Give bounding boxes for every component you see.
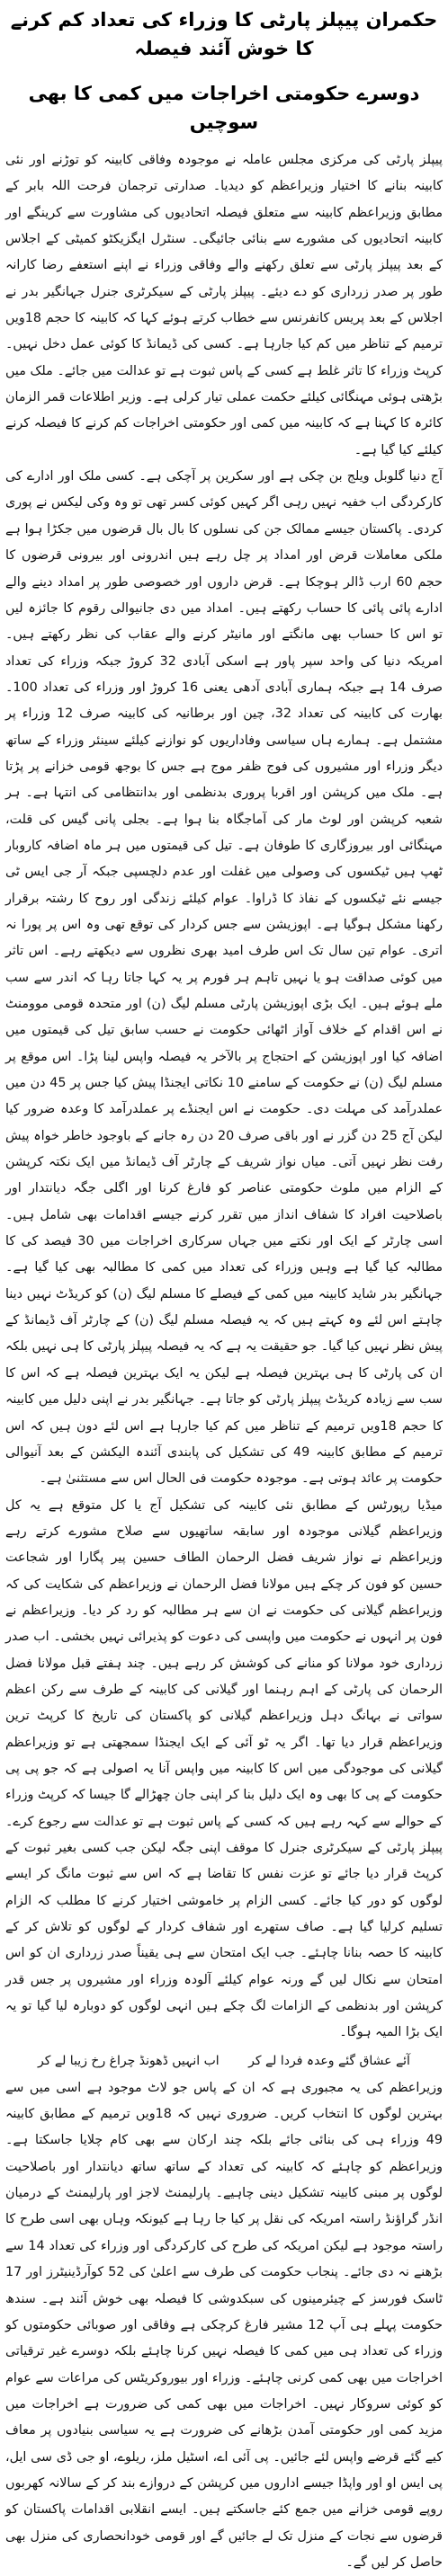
paragraph: پیپلز پارٹی کی مرکزی مجلس عاملہ نے موجودہ وفاقی کابینہ کو توڑنے اور نئی کابینہ بنانے کا اختیار وزیراعظم کو دیدیا۔ صدارتی ترجمان فرحت اللہ بابر کے مطابق وزیراعظم کابینہ سے متعلق فیصلہ اتحادیوں کی مشاورت سے کرینگے اور کابینہ اتحادیوں کی مشورے سے بنائی جائیگی۔ سنٹرل ایگزیکٹو کمیٹی کے اجلاس کے بعد پیپلز پارٹی سے تعلق رکھنے والے وفاقی وزراء نے اپنے استعفے رضا کارانہ طور پر صدر زرداری کو دے دیئے۔ پیپلز پارٹی کے سیکرٹری جنرل جہانگیر بدر نے اجلاس کے بعد پریس کانفرنس سے خطاب کرتے ہوئے کہا کہ کابینہ کا حجم 18ویں ترمیم کے تناظر میں کم کیا جارہا ہے۔ کسی کی ڈیمانڈ کا کوئی عمل دخل نہیں۔ کرپٹ وزراء کا تاثر غلط ہے کسی کے پاس ثبوت ہے تو عدالت میں جائے۔ ملک میں بڑھتی ہوئی مہنگائی کیلئے حکمت عملی تیار کرلی ہے۔ وزیر اطلاعات قمر الزمان کائرہ کا کہنا ہے کہ کابینہ میں کمی اور حکومتی اخراجات کم کرنے کا فیصلہ کرنے کیلئے کیا گیا ہے۔ (5, 153, 443, 457)
paragraph: میڈیا رپورٹس کے مطابق نئی کابینہ کی تشکیل آج یا کل متوقع ہے یہ کل وزیراعظم گیلانی موجودہ اور سابقہ ساتھیوں سے صلاح مشورے کرتے رہے وزیراعظم نے نواز شریف فضل الرحمان الطاف حسین پیر پگارا اور شجاعت حسین کو فون کر چکے ہیں مولانا فضل الرحمان نے وزیراعظم کی شکایت کی کہ وزیراعظم گیلانی کی حکومت نے ان سے ہر مطالبہ کو رد کر دیا۔ وزیراعظم نے فون پر انہوں نے حکومت میں واپسی کی دعوت کو پذیرائی نہیں بخشی۔ اب صدر زرداری خود مولانا کو منانے کی کوشش کر رہے ہیں۔ چند ہفتے قبل مولانا فضل الرحمان کی پارٹی کے اہم رہنما اور گیلانی کی کابینہ کے طرف سے رکن اعظم سواتی نے بہانگ دہل وزیراعظم گیلانی کو پاکستان کی تاریخ کا کرپٹ ترین وزیراعظم قرار دیا تھا۔ اگر یہ ٹو آئی کے ایک ایجنڈا سمجھتی ہے تو وزیراعظم گیلانی کی موجودگی میں اس کا کابینہ میں واپس آنا یہ اصولی ہے کہ جو پی پی حکومت کے پی کا بھی وہ ایک دلیل بنا کر اپنی جان چھڑالے گا جیسا کہ کرپٹ وزراء کے حوالے سے کہہ رہے ہیں کہ کسی کے پاس ثبوت ہے تو عدالت سے رجوع کرے۔ پیپلز پارٹی کے سیکرٹری جنرل کا موقف اپنی جگہ لیکن جب کسی بغیر ثبوت کے کرپٹ قرار دیا جائے تو عزت نفس کا تقاضا ہے کہ اس سے ثبوت مانگ کر ایسے لوگوں کو دور کیا جائے۔ کسی الزام پر خاموشی اختیار کرنے کا مطلب کہ الزام تسلیم کرلیا گیا ہے۔ صاف ستھرے اور شفاف کردار کے لوگوں کو تلاش کر کے کابینہ کا حصہ بنانا چاہئے۔ جب ایک امتحان سے ہی یقیناً صدر زرداری ان کو اس امتحان سے نکال لیں گے ورنہ عوام کیلئے آلودہ وزراء اور مشیروں پر جس قدر کرپشن اور بدنظمی کے الزامات لگ چکے ہیں انہی لوگوں کو دوبارہ لیا گیا تو یہ ایک بڑا المیہ ہوگا۔ (5, 1497, 443, 2040)
article-closing (5, 2075, 443, 2576)
couplet-line: اب انہیں ڈھونڈ چراغ رخ زیبا لے کر (38, 2053, 220, 2068)
paragraph: وزیراعظم کی یہ مجبوری ہے کہ ان کے پاس جو لاٹ موجود ہے اسی میں سے بہترین لوگوں کا انتخاب کریں۔ ضروری نہیں کہ 18ویں ترمیم کے مطابق کابینہ 49 وزراء ہی کی بنائی جائے بلکہ چند ارکان سے بھی کام چلایا جاسکتا ہے۔ وزیراعظم کو چاہئے کہ کابینہ کی تعداد کے ساتھ ساتھ دیانتدار اور باصلاحیت لوگوں پر مبنی کابینہ تشکیل دینی چاہیے۔ پارلیمنٹ لاجز اور پارلیمنٹ کے درمیان انڈر گراؤنڈ راستہ امریکہ کی نقل پر کیا جا رہا ہے کیونکہ وہاں بھی اسی طرح کا راستہ موجود ہے لیکن امریکہ کی طرح کی کارکردگی اور وزراء کی تعداد 14 سے بڑھنے نہ دی جائے۔ پنجاب حکومت کی طرف سے اعلیٰ کی 52 کوآرڈینیٹرز اور 17 ٹاسک فورسز کے چیئرمینوں کی سبکدوشی کا فیصلہ بھی خوش آئند ہے۔ سندھ حکومت پہلے ہی آپ 12 مشیر فارغ کرچکی ہے وفاقی اور صوبائی حکومتوں کو وزراء کی تعداد ہی میں کمی کا فیصلہ نہیں کرنا چاہئے بلکہ دوسرے غیر ترقیاتی اخراجات میں بھی کمی کرنی چاہئے۔ وزراء اور بیوروکریٹس کی مراعات سے عوام کو کوئی سروکار نہیں۔ اخراجات میں بھی کمی کی ضرورت ہے اخراجات میں مزید کمی اور حکومتی آمدن بڑھانے کی ضرورت ہے یہ سیاسی بنیادوں پر معاف کیے گئے قرضے واپس لئے جائیں۔ پی آئی اے، اسٹیل ملز، ریلوے، او جی ڈی سی ایل، پی ایس او اور واپڈا جیسے اداروں میں کرپشن کے دروازے بند کر کے سالانہ کھربوں روپے قومی خزانے میں جمع کئے جاسکتے ہیں۔ ایسے انقلابی اقدامات پاکستان کو قرضوں سے نجات کے منزل تک لے جائیں گے اور قومی خودانحصاری کی منزل بھی حاصل کر لیں گے۔ (5, 2080, 444, 2570)
couplet-line: آئے عشاق گئے وعدہ فردا لے کر (248, 2053, 410, 2068)
headline-secondary: دوسرے حکومتی اخراجات میں کمی کا بھی سوچیں (28, 83, 420, 133)
paragraph: آج دنیا گلوبل ویلج بن چکی ہے اور سکرین پر آچکی ہے۔ کسی ملک اور ادارے کی کارکردگی اب خفیہ نہیں رہی اگر کہیں کوئی کسر تھی تو وہ وکی لیکس نے پوری کردی۔ پاکستان جیسے ممالک جن کی نسلوں کا بال بال قرضوں میں جکڑا ہوا ہے ملکی معاملات قرض اور امداد پر چل رہے ہیں اندرونی اور بیرونی قرضوں کا حجم 60 ارب ڈالر ہوچکا ہے۔ قرض داروں اور خصوصی طور پر امداد دینے والے ادارے پائی پائی کا حساب رکھتے ہیں۔ امداد میں دی جانیوالی رقوم کا جائزہ لیں تو اس کا حساب بھی مانگتے اور مانیٹر کرنے والے عقاب کی نظر رکھتے ہیں۔ امریکہ دنیا کی واحد سپر پاور ہے اسکی آبادی 32 کروڑ جبکہ وزراء کی تعداد صرف 14 ہے جبکہ ہماری آبادی آدھی یعنی 16 کروڑ اور وزراء کی تعداد 100۔ بھارت کی کابینہ کی تعداد 32، چین اور برطانیہ کی کابینہ صرف 12 وزراء پر مشتمل ہے۔ ہمارے ہاں سیاسی وفاداریوں کو نوازنے کیلئے سینئر وزراء کے ساتھ دیگر وزراء اور مشیروں کی فوج ظفر موج ہے جس کا بوجھ قومی خزانے پر پڑتا ہے۔ ملک میں کرپشن اور اقربا پروری بدنظمی اور بدانتظامی کی انتہا ہے۔ ہر شعبہ کرپشن اور لوٹ مار کی آماجگاہ بنا ہوا ہے۔ بجلی پانی گیس کی قلت، مہنگائی اور بیروزگاری کا طوفان ہے۔ تیل کی قیمتوں میں ہر ماہ اضافہ کاروبار ٹھپ ہیں ٹیکسوں کی وصولی میں غفلت اور عدم دلچسپی جبکہ آر جی ایس ٹی جیسے نئے ٹیکسوں کے نفاذ کا ڈراوا۔ عوام کیلئے زندگی اور روح کا رشتہ برقرار رکھنا مشکل ہوگیا ہے۔ اپوزیشن سے جس کردار کی توقع تھی وہ اس پر پورا نہ اتری۔ عوام تین سال تک اس طرف امید بھری نظروں سے دیکھتے رہے۔ اس تاثر میں کوئی صداقت ہو یا نہیں تاہم ہر فورم پر یہ کہا جاتا رہا کہ اندر سے سب ملے ہوئے ہیں۔ ایک بڑی اپوزیشن پارٹی مسلم لیگ (ن) اور متحدہ قومی موومنٹ نے اس اقدام کے خلاف آواز اٹھائی حکومت نے حسب سابق تیل کی قیمتوں میں اضافہ کیا اور اپوزیشن کے احتجاج پر بالآخر یہ فیصلہ واپس لینا پڑا۔ اس موقع پر مسلم لیگ (ن) نے حکومت کے سامنے 10 نکاتی ایجنڈا پیش کیا جس پر 45 دن میں عملدرآمد کی مہلت دی۔ حکومت نے اس ایجنڈے پر عملدرآمد کا وعدہ ضرور کیا لیکن آج 25 دن گزر نے اور باقی صرف 20 دن رہ جانے کے باوجود خاطر خواہ پیش رفت نظر نہیں آتی۔ میاں نواز شریف کے چارٹر آف ڈیمانڈ میں ایک نکتہ کرپشن کے الزام میں ملوث حکومتی عناصر کو فارغ کرنا اور اگلی جگہ دیانتدار اور باصلاحیت افراد کا شفاف انداز میں تقرر کرنے جیسے اقدامات بھی شامل ہیں۔ اسی چارٹر کے ایک اور نکتے میں جہاں سرکاری اخراجات میں 30 فیصد کی کا مطالبہ کیا گیا ہے وہیں وزراء کی تعداد میں کمی کا مطالبہ بھی کیا گیا ہے۔ جہانگیر بدر شاید کابینہ میں کمی کے فیصلے کا مسلم لیگ (ن) کو کریڈٹ نہیں دینا چاہتے اس لئے وہ کہتے ہیں کہ یہ فیصلہ مسلم لیگ (ن) کے چارٹر آف ڈیمانڈ کے پیش نظر نہیں کیا گیا۔ جو حقیقت یہ ہے کہ یہ فیصلہ پیپلز پارٹی کا ہی نہیں بلکہ ان کی پارٹی کا ہی بہترین فیصلہ ہے لیکن یہ ایک بہترین فیصلہ ہے کہ اس کا سب سے زیادہ کریڈٹ پیپلز پارٹی کو جاتا ہے۔ جہانگیر بدر نے اپنی دلیل میں کابینہ کا حجم 18ویں ترمیم کے تناظر میں کم کیا جارہا ہے اس لئے دون ہیں کہ اس ترمیم کے مطابق کابینہ 49 کی تشکیل کی پابندی آئندہ الیکشن کے بعد آنیوالی حکومت پر عائد ہوتی ہے۔ موجودہ حکومت فی الحال اس سے مستثنیٰ ہے۔ (5, 469, 444, 1487)
article-body (5, 147, 443, 2047)
headline-primary: حکمران پیپلز پارٹی کا وزراء کی تعداد کم کرنے کا خوش آئند فیصلہ (10, 9, 438, 59)
poetry-couplet (5, 2048, 443, 2074)
